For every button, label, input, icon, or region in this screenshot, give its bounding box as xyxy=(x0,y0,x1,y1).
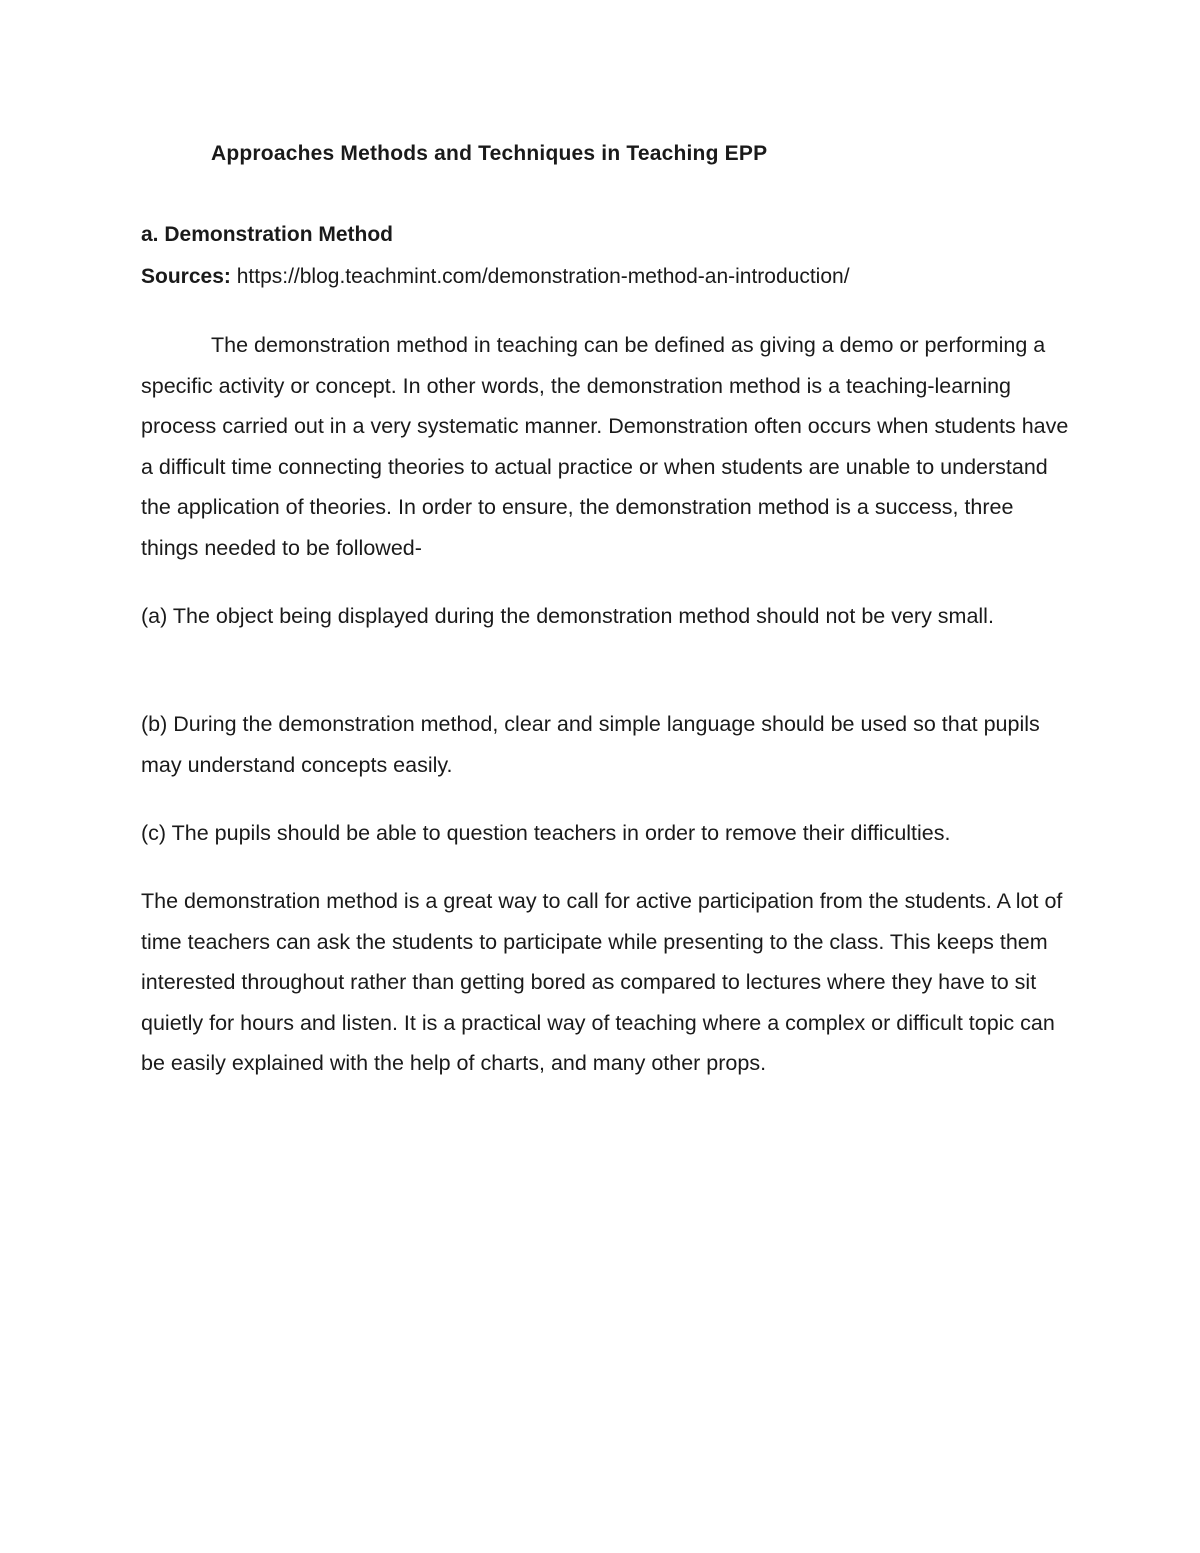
section-heading: a. Demonstration Method xyxy=(141,223,394,246)
document-title: Approaches Methods and Techniques in Teaching EPP xyxy=(211,142,768,165)
intro-paragraph-text: The demonstration method in teaching can be defined as giving a demo or performing a specific activity or concept. In other words, the demonstration method is a teaching-learning process carried out in a very systematic manner. Demonstration often occurs when students have a difficult time connecting theories to actual practice or when students are unable to understand the application of theories. In order to ensure, the demonstration method is a success, three things needed to be followed- xyxy=(141,333,1069,560)
conclusion-paragraph: The demonstration method is a great way to call for active participation from the students. A lot of time teachers can ask the students to participate while presenting to the class. This keeps them interested throughout rather than getting bored as compared to lectures where they have to sit quietly for hours and listen. It is a practical way of teaching where a complex or difficult topic can be easily explained with the help of charts, and many other props. xyxy=(141,889,1063,1075)
sources-url: https://blog.teachmint.com/demonstration-method-an-introduction/ xyxy=(236,265,850,288)
list-item-b: (b) During the demonstration method, clear and simple language should be used so that pupils may understand concepts easily. xyxy=(141,712,1040,777)
list-item-c: (c) The pupils should be able to question teachers in order to remove their difficulties. xyxy=(141,821,951,845)
intro-paragraph xyxy=(141,325,1071,568)
sources-line xyxy=(141,265,850,289)
sources-label: Sources: xyxy=(141,265,231,288)
list-item-a: (a) The object being displayed during the demonstration method should not be very small. xyxy=(141,604,994,628)
